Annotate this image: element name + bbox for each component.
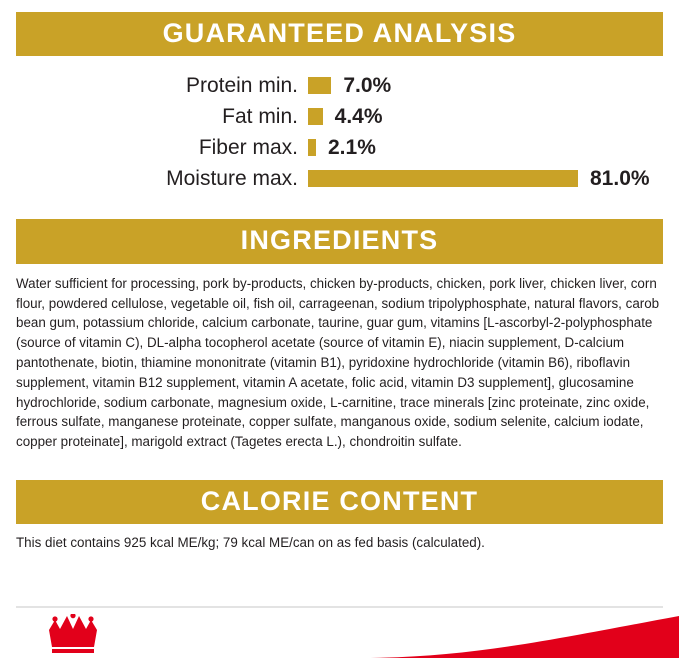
nutrient-bar [308,108,323,125]
calorie-content-heading: CALORIE CONTENT [16,480,663,524]
nutrient-value: 7.0% [343,73,392,97]
nutrient-label: Fat min. [222,104,298,128]
guaranteed-analysis-row [16,163,663,194]
nutrient-value: 4.4% [334,104,383,128]
footer [0,606,679,658]
nutrient-bar-cell [308,105,383,129]
nutrient-bar [308,139,316,156]
ingredients-section [0,194,679,452]
guaranteed-analysis-heading: GUARANTEED ANALYSIS [16,12,663,56]
guaranteed-analysis-row [16,70,663,101]
nutrient-label: Moisture max. [166,166,298,190]
guaranteed-analysis-rows [16,70,663,194]
calorie-content-text: This diet contains 925 kcal ME/kg; 79 kcal ME/can on as fed basis (calculated). [16,535,485,551]
guaranteed-analysis-row [16,132,663,163]
footer-red-accent [359,610,679,658]
nutrient-bar [308,170,578,187]
nutrient-label: Protein min. [185,73,298,97]
nutrient-label: Fiber max. [198,135,298,159]
nutrient-value: 2.1% [328,135,376,159]
ingredients-heading: INGREDIENTS [16,219,663,263]
nutrient-bar-cell [308,74,391,98]
royal-canin-crown-logo-icon [45,614,101,658]
nutrient-bar-cell [308,167,650,191]
nutrient-value: 81.0% [590,166,650,190]
calorie-content-header [16,480,663,524]
calorie-content-section [0,452,679,553]
guaranteed-analysis-row [16,101,663,132]
nutrient-bar-cell [308,136,376,160]
guaranteed-analysis-section [0,0,679,194]
ingredients-text: Water sufficient for processing, pork by-products, chicken by-products, chicken, pork liver, chicken liver, corn flour, powdered cellulose, vegetable oil, fish oil, carrageenan, sodium tripolyphosphate, natural flavors, carob bean gum, potassium chloride, calcium carbonate, taurine, guar gum, vitamins [L-ascorbyl-2-polyphosphate (source of vitamin C), DL-alpha tocopherol acetate (source of vitamin E), niacin supplement, D-calcium pantothenate, biotin, thiamine mononitrate (vitamin B1), pyridoxine hydrochloride (vitamin B6), riboflavin supplement, vitamin B12 supplement, vitamin A acetate, folic acid, vitamin D3 supplement], glucosamine hydrochloride, sodium carbonate, magnesium oxide, L-carnitine, trace minerals [zinc proteinate, zinc oxide, ferrous sulfate, manganese proteinate, copper sulfate, manganous oxide, sodium selenite, calcium iodate, copper proteinate], marigold extract (Tagetes erecta L.), chondroitin sulfate. [16,275,660,450]
footer-divider [16,606,663,608]
nutrient-bar [308,77,331,94]
ingredients-header [16,219,663,263]
guaranteed-analysis-header [16,12,663,56]
